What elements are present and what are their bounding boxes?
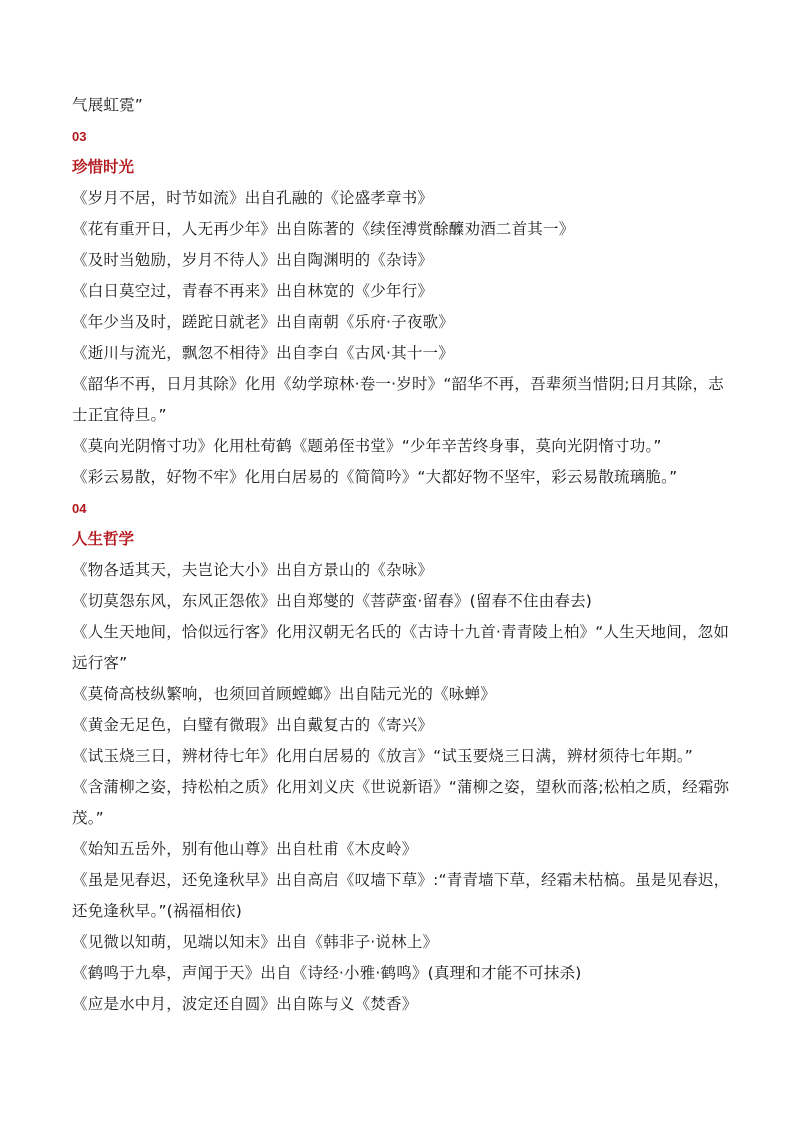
text-line: 《人生天地间，恰似远行客》化用汉朝无名氏的《古诗十九首·青青陵上柏》“人生天地间，忽如远行客” bbox=[72, 623, 730, 672]
text-line: 《含蒲柳之姿，持松柏之质》化用刘义庆《世说新语》“蒲柳之姿，望秋而落;松柏之质，经霜弥茂。” bbox=[72, 778, 730, 827]
text-line: 《鹤鸣于九皋，声闻于天》出自《诗经·小雅·鹤鸣》(真理和才能不可抹杀) bbox=[72, 964, 582, 982]
text-line: 《切莫怨东风，东风正怨侬》出自郑燮的《菩萨蛮·留春》(留春不住由春去) bbox=[72, 592, 593, 610]
text-line: 《年少当及时，蹉跎日就老》出自南朝《乐府·子夜歌》 bbox=[72, 313, 454, 331]
text-line: 《逝川与流光，飘忽不相待》出自李白《古风·其十一》 bbox=[72, 344, 454, 362]
text-line: 《试玉烧三日，辨材待七年》化用白居易的《放言》“试玉要烧三日满，辨材须待七年期。” bbox=[72, 747, 694, 765]
text-line: 《莫向光阴惰寸功》化用杜荀鹤《题弟侄书堂》“少年辛苦终身事，莫向光阴惰寸功。” bbox=[72, 437, 662, 455]
text-line: 《莫倚高枝纵繁响，也须回首顾螳螂》出自陆元光的《咏蝉》 bbox=[72, 685, 496, 703]
text-line: 《韶华不再，日月其除》化用《幼学琼林·卷一·岁时》“韶华不再，吾辈须当惜阴;日月其除，志士正宜待旦。” bbox=[72, 375, 724, 424]
document-body bbox=[72, 90, 732, 1020]
text-line: 《花有重开日，人无再少年》出自陈著的《续侄溥赏酴醾劝酒二首其一》 bbox=[72, 220, 575, 238]
section-number: 04 bbox=[72, 501, 87, 516]
text-line: 气展虹霓” bbox=[72, 96, 144, 114]
text-line: 《物各适其天，夫岂论大小》出自方景山的《杂咏》 bbox=[72, 561, 434, 579]
section-heading: 人生哲学 bbox=[72, 530, 135, 548]
text-line: 《应是水中月，波定还自圆》出自陈与义《焚香》 bbox=[72, 995, 418, 1013]
text-line: 《黄金无足色，白璧有微瑕》出自戴复古的《寄兴》 bbox=[72, 716, 434, 734]
text-line: 《及时当勉励，岁月不待人》出自陶渊明的《杂诗》 bbox=[72, 251, 434, 269]
text-line: 《白日莫空过，青春不再来》出自林宽的《少年行》 bbox=[72, 282, 434, 300]
text-line: 《彩云易散，好物不牢》化用白居易的《简简吟》“大都好物不坚牢，彩云易散琉璃脆。” bbox=[72, 468, 678, 486]
section-heading: 珍惜时光 bbox=[72, 158, 135, 176]
text-line: 《岁月不居，时节如流》出自孔融的《论盛孝章书》 bbox=[72, 189, 434, 207]
text-line: 《始知五岳外，别有他山尊》出自杜甫《木皮岭》 bbox=[72, 840, 418, 858]
text-line: 《虽是见春迟，还免逢秋早》出自高启《叹墙下草》:“青青墙下草，经霜未枯槁。虽是见春迟，还免逢秋早。”(祸福相依) bbox=[72, 871, 730, 920]
text-line: 《见微以知萌，见端以知末》出自《韩非子·说林上》 bbox=[72, 933, 439, 951]
section-number: 03 bbox=[72, 129, 87, 144]
